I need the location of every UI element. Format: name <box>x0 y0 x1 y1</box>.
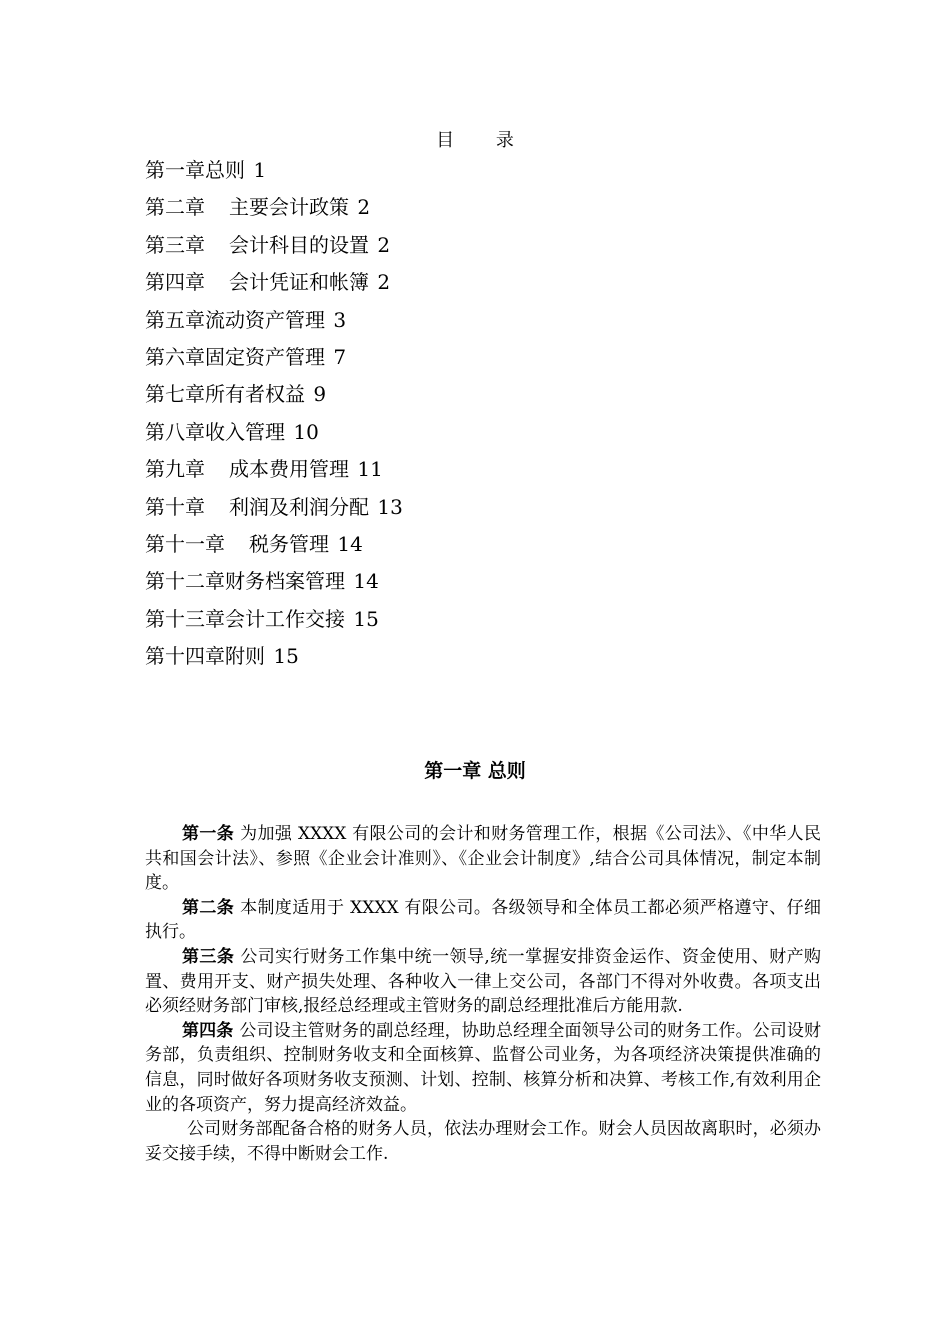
article-paragraph <box>145 945 821 1019</box>
toc-chapter-number: 第六章 <box>145 344 205 369</box>
toc-chapter-number: 第三章 <box>145 232 205 257</box>
toc-page-number: 2 <box>377 270 391 295</box>
toc-item[interactable] <box>145 638 805 675</box>
table-of-contents <box>145 152 805 675</box>
toc-chapter-number: 第五章 <box>145 307 205 332</box>
toc-page-number: 14 <box>353 569 379 594</box>
chapter-body <box>145 822 821 1166</box>
toc-item[interactable] <box>145 563 805 600</box>
chapter-heading: 第一章 总则 <box>424 760 526 782</box>
toc-item[interactable] <box>145 264 805 301</box>
toc-page-number: 2 <box>357 195 371 220</box>
toc-page-number: 15 <box>273 644 299 669</box>
toc-page-number: 7 <box>333 344 347 369</box>
toc-item[interactable] <box>145 339 805 376</box>
toc-chapter-number: 第八章 <box>145 419 205 444</box>
toc-chapter-title: 固定资产管理 <box>205 344 325 369</box>
toc-item[interactable] <box>145 526 805 563</box>
toc-item[interactable] <box>145 302 805 339</box>
article-label: 第四条 <box>182 1020 234 1041</box>
article-text: 公司实行财务工作集中统一领导,统一掌握安排资金运作、资金使用、财产购置、费用开支、财产损失处理、各种收入一律上交公司，各部门不得对外收费。各项支出必须经财务部门审核,报经总经理或主管财务的副总经理批准后方能用款. <box>145 946 822 1017</box>
article-text: 公司设主管财务的副总经理，协助总经理全面领导公司的财务工作。公司设财务部，负责组织、控制财务收支和全面核算、监督公司业务，为各项经济决策提供准确的信息，同时做好各项财务收支预测、计划、控制、核算分析和决算、考核工作,有效利用企业的各项资产，努力提高经济效益。 <box>145 1020 822 1115</box>
article-text: 本制度适用于 XXXX 有限公司。各级领导和全体员工都必须严格遵守、仔细执行。 <box>145 897 822 943</box>
toc-chapter-title: 成本费用管理 <box>229 457 349 482</box>
toc-chapter-title: 税务管理 <box>249 531 329 556</box>
toc-item[interactable] <box>145 189 805 226</box>
article-label: 第二条 <box>182 897 235 918</box>
toc-chapter-number: 第十一章 <box>145 531 225 556</box>
toc-chapter-number: 第十四章 <box>145 644 225 669</box>
toc-chapter-number: 第十章 <box>145 494 205 519</box>
toc-chapter-number: 第一章 <box>145 158 205 182</box>
body-paragraph: 公司财务部配备合格的财务人员，依法办理财会工作。财会人员因故离职时，必须办妥交接手续，不得中断财会工作. <box>145 1119 821 1164</box>
toc-chapter-title: 附则 <box>225 644 265 669</box>
toc-item[interactable] <box>145 152 805 189</box>
toc-page-number: 1 <box>253 158 267 182</box>
toc-chapter-number: 第二章 <box>145 195 205 220</box>
toc-title: 目 录 <box>436 130 532 151</box>
article-paragraph <box>145 822 821 896</box>
toc-chapter-title: 主要会计政策 <box>229 195 349 220</box>
toc-chapter-title: 所有者权益 <box>205 382 305 407</box>
toc-chapter-title: 收入管理 <box>205 419 285 444</box>
toc-page-number: 3 <box>333 307 347 332</box>
toc-chapter-title: 会计科目的设置 <box>229 232 369 257</box>
toc-chapter-number: 第十三章 <box>145 606 225 631</box>
article-text: 为加强 XXXX 有限公司的会计和财务管理工作，根据《公司法》、《中华人民共和国会计法》、参照《企业会计准则》、《企业会计制度》,结合公司具体情况，制定本制度。 <box>145 824 822 894</box>
toc-chapter-title: 会计工作交接 <box>225 606 345 631</box>
toc-chapter-title: 总则 <box>205 158 245 182</box>
toc-item[interactable] <box>145 489 805 526</box>
toc-chapter-title: 利润及利润分配 <box>229 494 369 519</box>
toc-chapter-title: 会计凭证和帐簿 <box>229 270 369 295</box>
toc-page-number: 13 <box>377 494 403 519</box>
article-label: 第三条 <box>182 946 235 967</box>
toc-chapter-number: 第四章 <box>145 270 205 295</box>
toc-page-number: 10 <box>293 419 319 444</box>
toc-item[interactable] <box>145 414 805 451</box>
toc-chapter-title: 财务档案管理 <box>225 569 345 594</box>
article-paragraph <box>145 1019 821 1117</box>
toc-chapter-title: 流动资产管理 <box>205 307 325 332</box>
toc-page-number: 2 <box>377 232 391 257</box>
toc-chapter-number: 第十二章 <box>145 569 225 594</box>
toc-item[interactable] <box>145 601 805 638</box>
toc-chapter-number: 第七章 <box>145 382 205 407</box>
toc-page-number: 9 <box>313 382 327 407</box>
toc-page-number: 14 <box>337 531 363 556</box>
toc-chapter-number: 第九章 <box>145 457 205 482</box>
toc-item[interactable] <box>145 227 805 264</box>
toc-page-number: 11 <box>357 457 383 482</box>
toc-page-number: 15 <box>353 606 379 631</box>
article-paragraph <box>145 896 821 945</box>
article-label: 第一条 <box>182 824 235 844</box>
toc-item[interactable] <box>145 451 805 488</box>
toc-item[interactable] <box>145 376 805 413</box>
